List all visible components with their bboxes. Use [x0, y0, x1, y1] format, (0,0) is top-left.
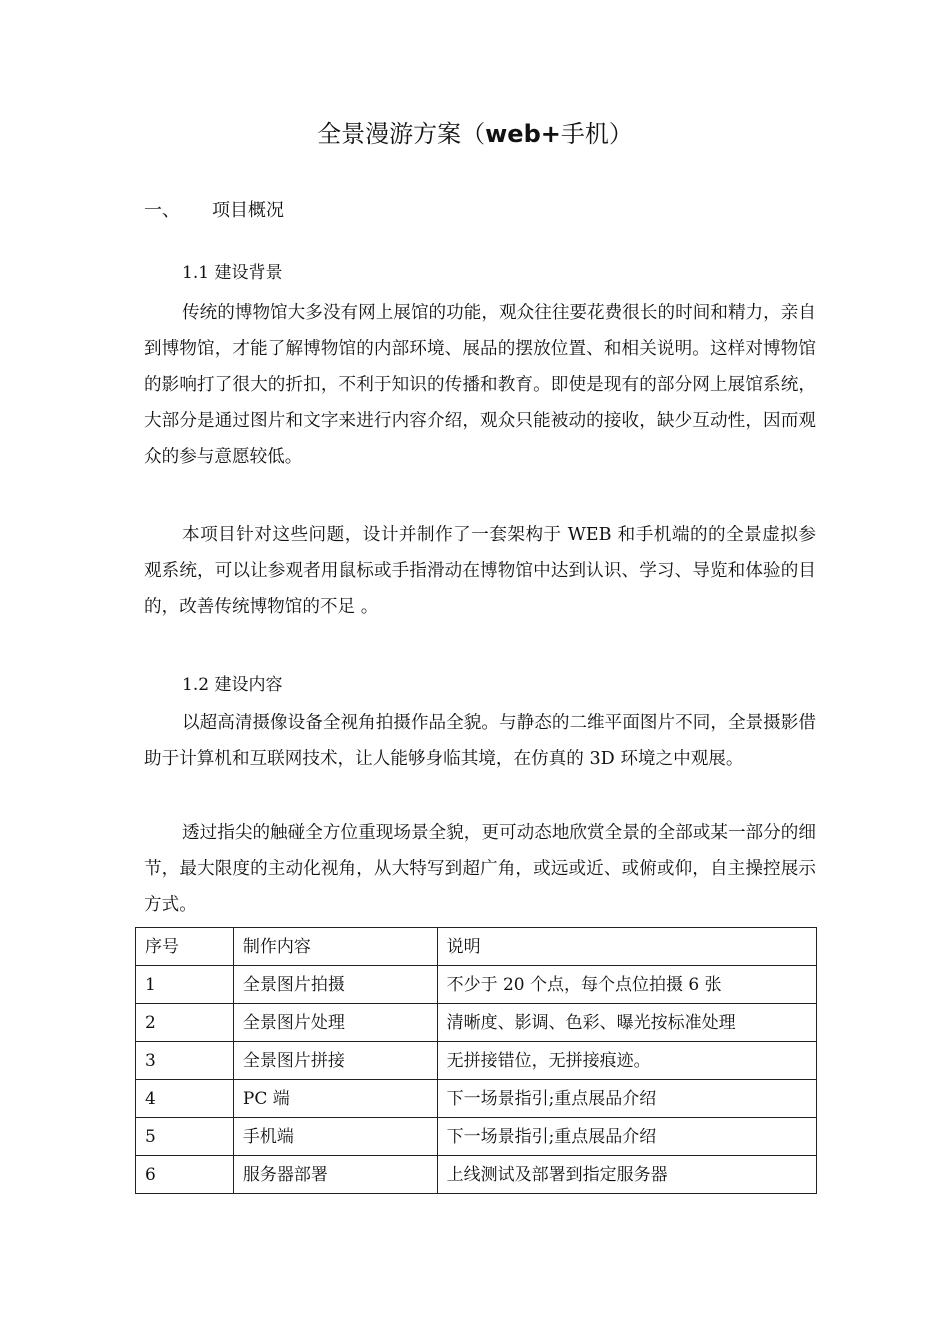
- table-cell: 下一场景指引;重点展品介绍: [437, 1080, 816, 1118]
- table-cell: 3: [136, 1042, 234, 1080]
- document-title: [0, 116, 950, 152]
- header-cell-content: 制作内容: [233, 928, 437, 966]
- table-cell: 1: [136, 966, 234, 1004]
- section-title: 项目概况: [212, 200, 284, 221]
- title-text-cn: 全景漫游方案（: [317, 120, 486, 148]
- title-text-cn-end: 手机）: [560, 120, 633, 148]
- table-cell: 上线测试及部署到指定服务器: [437, 1156, 816, 1194]
- table-cell: 全景图片拼接: [233, 1042, 437, 1080]
- subheading-1-1: 1.1 建设背景: [182, 263, 283, 283]
- table-cell: 全景图片处理: [233, 1004, 437, 1042]
- table-cell: 手机端: [233, 1118, 437, 1156]
- paragraph-content-1: 以超高清摄像设备全视角拍摄作品全貌。与静态的二维平面图片不同，全景摄影借助于计算机和互联网技术，让人能够身临其境，在仿真的 3D 环境之中观展。: [144, 713, 816, 769]
- table-row: [136, 1080, 817, 1118]
- table-cell: 6: [136, 1156, 234, 1194]
- table-cell: 下一场景指引;重点展品介绍: [437, 1118, 816, 1156]
- table-cell: 5: [136, 1118, 234, 1156]
- table-row: [136, 1118, 817, 1156]
- table-row: [136, 966, 817, 1004]
- table-cell: 无拼接错位，无拼接痕迹。: [437, 1042, 816, 1080]
- table-row: [136, 1004, 817, 1042]
- header-cell-index: 序号: [136, 928, 234, 966]
- table-header-row: [136, 928, 817, 966]
- section-number: 一、: [144, 200, 180, 221]
- table-cell: 4: [136, 1080, 234, 1118]
- section-heading-1: [144, 197, 284, 225]
- paragraph-background-1: 传统的博物馆大多没有网上展馆的功能，观众往往要花费很长的时间和精力，亲自到博物馆，才能了解博物馆的内部环境、展品的摆放位置、和相关说明。这样对博物馆的影响打了很大的折扣，不利于知识的传播和教育。即使是现有的部分网上展馆系统，大部分是通过图片和文字来进行内容介绍，观众只能被动的接收，缺少互动性，因而观众的参与意愿较低。: [144, 303, 816, 467]
- paragraph-background-2: 本项目针对这些问题，设计并制作了一套架构于 WEB 和手机端的的全景虚拟参观系统，可以让参观者用鼠标或手指滑动在博物馆中达到认识、学习、导览和体验的目的，改善传统博物馆的不足 。: [144, 525, 816, 617]
- table-cell: 全景图片拍摄: [233, 966, 437, 1004]
- table-row: [136, 1156, 817, 1194]
- table-cell: 服务器部署: [233, 1156, 437, 1194]
- subheading-1-2: 1.2 建设内容: [182, 675, 283, 695]
- table-cell: 清晰度、影调、色彩、曝光按标准处理: [437, 1004, 816, 1042]
- table-cell: 2: [136, 1004, 234, 1042]
- header-cell-description: 说明: [437, 928, 816, 966]
- table-row: [136, 1042, 817, 1080]
- title-text-latin: web+: [485, 120, 561, 148]
- content-table: [135, 927, 817, 1194]
- table-cell: PC 端: [233, 1080, 437, 1118]
- paragraph-content-2: 透过指尖的触碰全方位重现场景全貌，更可动态地欣赏全景的全部或某一部分的细节，最大限度的主动化视角，从大特写到超广角，或远或近、或俯或仰，自主操控展示方式。: [144, 823, 816, 915]
- table-cell: 不少于 20 个点，每个点位拍摄 6 张: [437, 966, 816, 1004]
